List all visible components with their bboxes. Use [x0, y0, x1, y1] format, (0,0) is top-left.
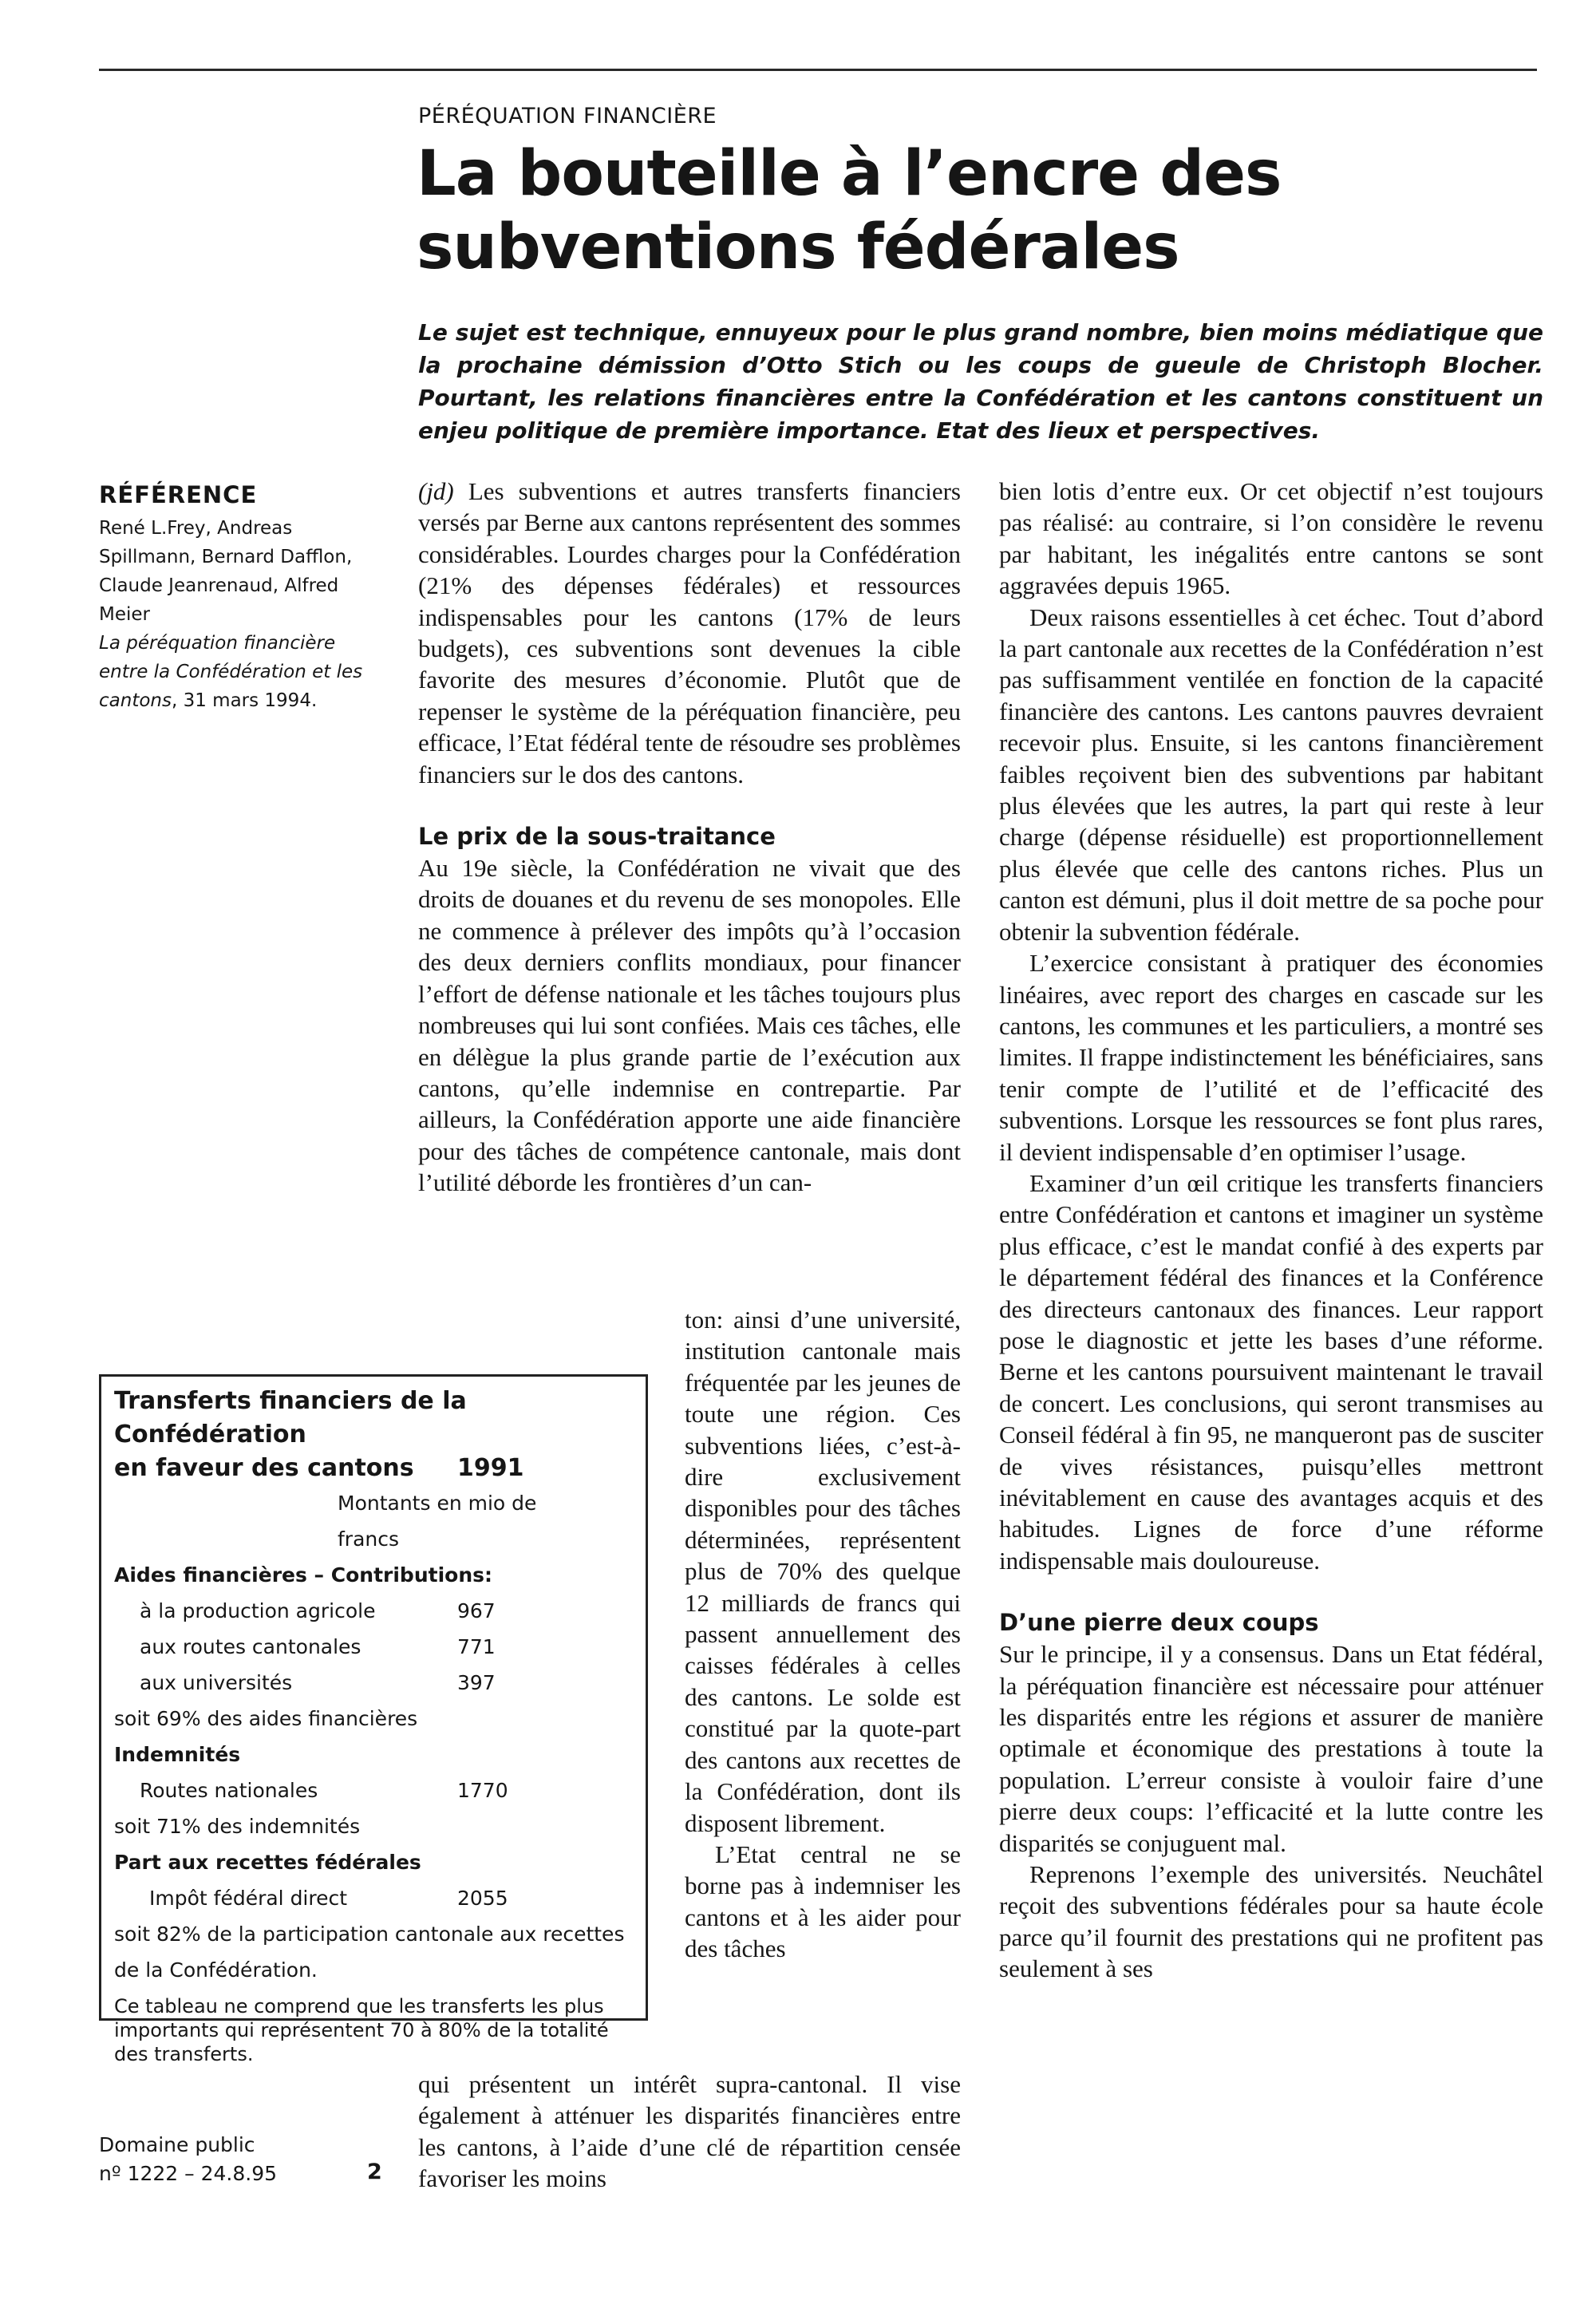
section-kicker: PÉRÉQUATION FINANCIÈRE [418, 104, 717, 128]
reference-heading: RÉFÉRENCE [99, 481, 258, 508]
paragraph: (jd) Les subventions et autres transferts financiers versés par Berne aux cantons représentent des sommes considérables. Lourdes charges pour la Confédération (21% des dépenses fédérales) et ressources indispensables pour les cantons (17% de leurs budgets), ces subventions sont devenues la cible favorite des mesures d’économie. Plutôt que de repenser le système de la péréquation financière, peu efficace, l’Etat fédéral tente de résoudre ses problèmes financiers sur le dos des cantons. [418, 477, 961, 788]
paragraph: qui présentent un intérêt supra-cantonal. Il vise également à atténuer les disparités financières entre les cantons, à l’aide d’une clé de répartition censée favoriser les moins [418, 2070, 961, 2193]
subheading-sous-traitance: Le prix de la sous-traitance [418, 823, 776, 851]
author-initials: (jd) [418, 477, 454, 505]
article-column-2 [999, 476, 1543, 1985]
box-section-indemnites: Indemnités [114, 1743, 241, 1766]
paragraph: Au 19e siècle, la Confédération ne vivait que des droits de douanes et du revenu de ses monopoles. Elle ne commence à prélever des impôts qu’à l’occasion des deux derniers conflits mondiaux, pour financer l’effort de défense nationale et les tâches toujours plus nombreuses qui lui sont confiées. Mais ces tâches, elle en délègue la plus grande partie de l’exécution aux cantons, qu’elle indemnise en contrepartie. Par ailleurs, la Confédération apporte une aide financière pour des tâches de compétence cantonale, mais dont l’utilité déborde les frontières d’un can- [418, 854, 961, 1197]
box-section-aides: Aides financières – Contributions: [114, 1563, 492, 1587]
box-section-recettes: Part aux recettes fédérales [114, 1851, 421, 1874]
paragraph: L’exercice consistant à pratiquer des économies linéaires, avec report des charges en cascade sur les cantons, les communes et les particuliers, a montré ses limites. Il frappe indistinctement les bénéficiaires, sans tenir compte de l’utilité et de l’efficacité des subventions. Lorsque les ressources se font plus rares, il devient indispensable d’en optimiser l’usage. [999, 949, 1543, 1166]
paragraph: Sur le principe, il y a consensus. Dans un Etat fédéral, la péréquation financière est nécessaire pour atténuer les disparités entre les régions et assurer de manière optimale et économique des prestations à toute la population. L’erreur consiste à vouloir faire d’une pierre deux coups: l’efficacité et la lutte contre les disparités se conjuguent mal. [999, 1640, 1543, 1857]
footer-publication [99, 2131, 277, 2188]
reference-sidebar [99, 480, 386, 715]
article-title [417, 137, 1534, 284]
article-column-1 [418, 476, 961, 1199]
article-column-1-bottom [418, 2069, 961, 2195]
title-line-1: La bouteille à l’encre des [417, 138, 1282, 210]
box-title-line-1: Transferts financiers de la Confédération [114, 1387, 467, 1448]
transfers-table-box [99, 1374, 648, 2065]
box-title-line-2: en faveur des cantons 1991 [114, 1452, 633, 1485]
title-line-2: subventions fédérales [417, 211, 1179, 283]
reference-work: La péréquation financière entre la Confédération et les cantons [99, 633, 363, 711]
box-share: soit 71% des indemnités [114, 1815, 361, 1838]
paragraph: ton: ainsi d’une université, institution cantonale mais fréquentée par les jeunes de toute une région. Ces subventions liées, c’est-à-dire exclusivement disponibles pour des tâches déterminées, représentent plus de 70% des quelque 12 milliards de francs qui passent annuellement des caisses fédérales à celles des cantons. Le solde est constitué par la quote-part des cantons aux recettes de la Confédération, dont ils disposent librement. [685, 1306, 961, 1837]
issue-info: nº 1222 – 24.8.95 [99, 2162, 278, 2185]
table-row: aux routes cantonales 771 [140, 1635, 496, 1658]
table-row: aux universités 397 [140, 1671, 496, 1694]
table-row: Routes nationales 1770 [140, 1779, 508, 1802]
subheading-pierre-deux-coups: D’une pierre deux coups [999, 1609, 1319, 1637]
paragraph: Reprenons l’exemple des universités. Neuchâtel reçoit des subventions fédérales pour sa haute école parce qu’il fournit des prestations qui ne profitent pas seulement à ses [999, 1860, 1543, 1983]
reference-citation [99, 629, 386, 715]
box-share: soit 82% de la participation cantonale aux recettes de la Confédération. [114, 1923, 625, 1982]
paragraph: Examiner d’un œil critique les transferts financiers entre Confédération et cantons et imaginer un système plus efficace, c’est le mandat confié à des experts par le département fédéral des finances et la Conférence des directeurs cantonaux des finances. Leur rapport pose le diagnostic et jette les bases d’une réforme. Berne et les cantons poursuivent maintenant le travail de concert. Les conclusions, qui seront transmises au Conseil fédéral à fin 95, ne manqueront pas de susciter de vives résistances, puisqu’elles mettront inévitablement en cause des avantages acquis et des habitudes. Lignes de force d’une réforme indispensable mais douloureuse. [999, 1168, 1543, 1575]
reference-date: , 31 mars 1994. [171, 690, 318, 711]
table-row: à la production agricole 967 [140, 1599, 496, 1622]
paragraph: Deux raisons essentielles à cet échec. Tout d’abord la part cantonale aux recettes de la Confédération n’est pas suffisamment ventilée en fonction de la capacité financière des cantons. Les cantons pauvres devraient recevoir plus. Ensuite, si les cantons financièrement faibles reçoivent bien des subventions par habitant plus élevées que les autres, la part qui reste à leur charge (dépense résiduelle) est proportionnellement plus élevée que celle des cantons riches. Plus un canton est démuni, plus il doit mettre de sa poche pour obtenir la subvention fédérale. [999, 603, 1543, 946]
article-column-1-narrow [685, 1304, 961, 1965]
table-row: Impôt fédéral direct 2055 [149, 1887, 508, 1910]
box-note: Ce tableau ne comprend que les transferts les plus importants qui représentent 70 à 80% de la totalité des transferts. [114, 1995, 609, 2065]
box-share: soit 69% des aides financières [114, 1707, 418, 1730]
paragraph: bien lotis d’entre eux. Or cet objectif n’est toujours pas réalisé: au contraire, si l’on considère le revenu par habitant, les inégalités entre cantons se sont aggravées depuis 1965. [999, 477, 1543, 600]
paragraph: L’Etat central ne se borne pas à indemniser les cantons et à les aider pour des tâches [685, 1840, 961, 1963]
publication-name: Domaine public [99, 2133, 255, 2156]
top-rule [99, 69, 1537, 71]
box-year: 1991 [457, 1454, 524, 1482]
box-units: Montants en mio de francs [338, 1492, 537, 1551]
reference-authors: René L.Frey, Andreas Spillmann, Bernard Dafflon, Claude Jeanrenaud, Alfred Meier [99, 518, 353, 625]
article-lead: Le sujet est technique, ennuyeux pour le plus grand nombre, bien moins médiatique que la prochaine démission d’Otto Stich ou les coups de gueule de Christoph Blocher. Pourtant, les relations financières entre la Confédération et les cantons constituent un enjeu politique de première importance. Etat des lieux et perspectives. [418, 319, 1543, 444]
page-number: 2 [367, 2160, 382, 2184]
